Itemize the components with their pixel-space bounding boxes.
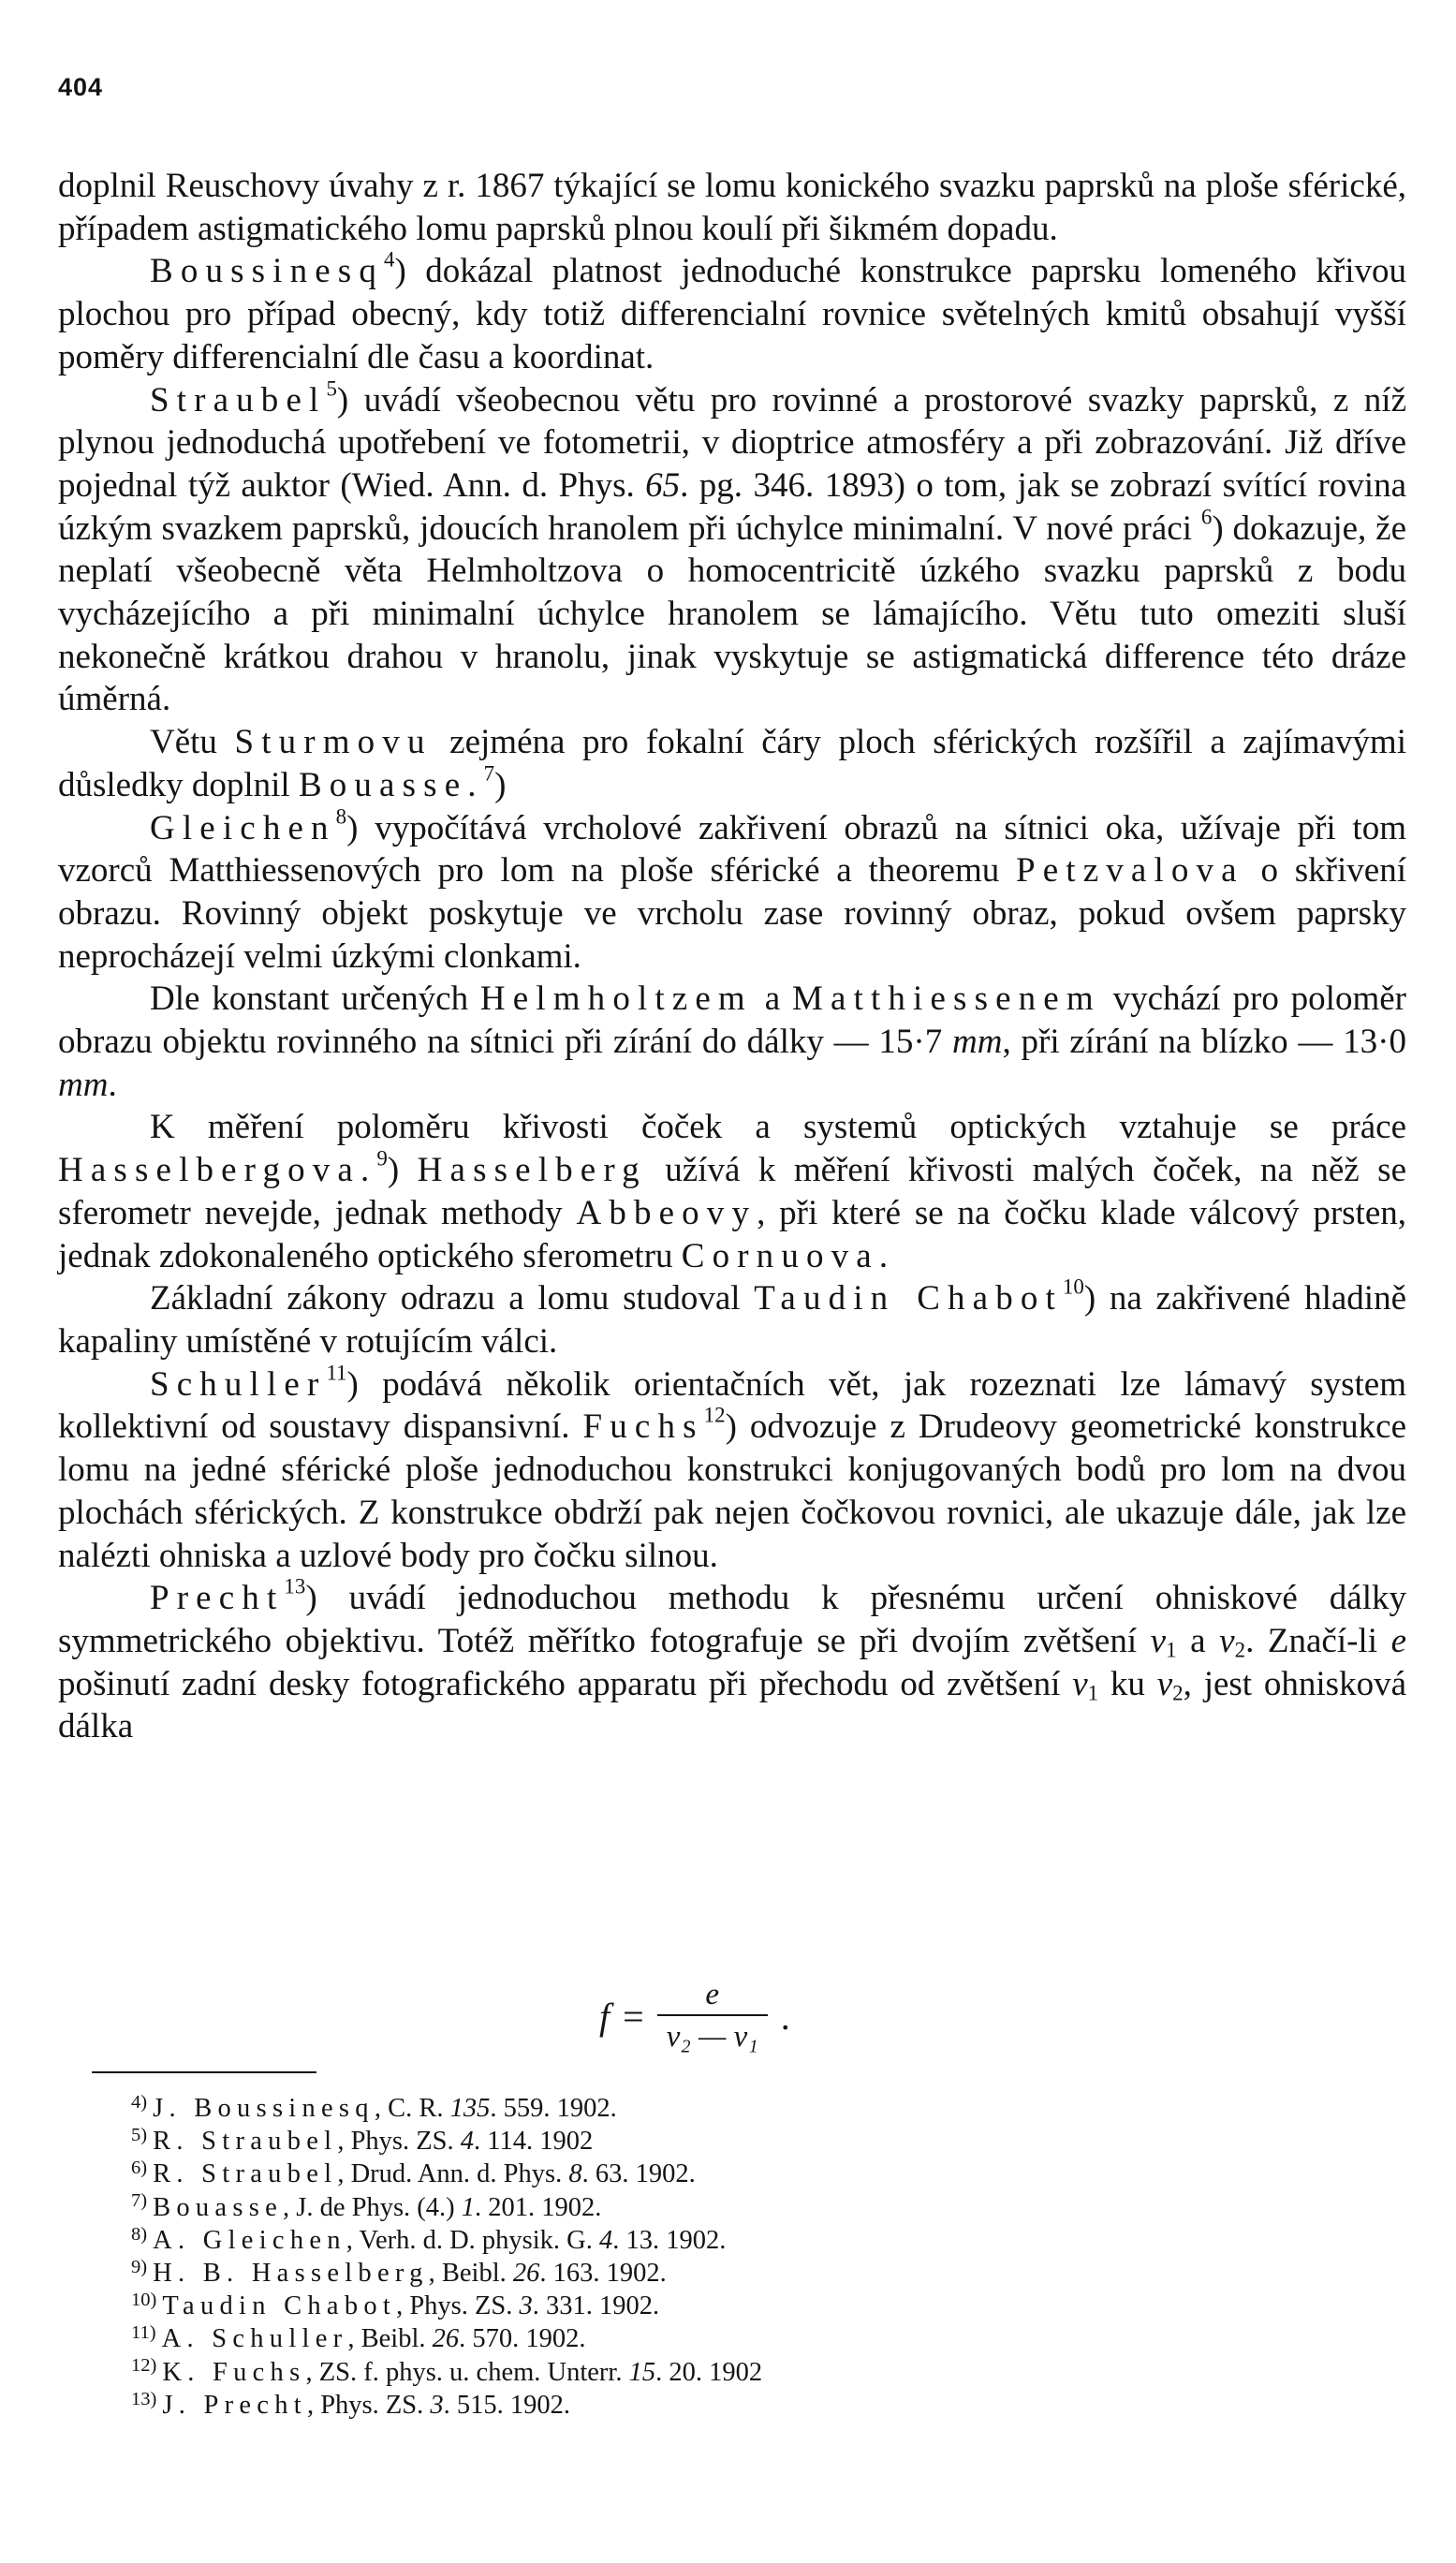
paragraph-text: doplnil Reuschovy úvahy z r. 1867 týkající se lomu konického svazku paprsků na ploše sférické, případem astigmatického lomu paprsků plnou koulí při šikmém dopadu. [58,167,1406,248]
footnote-paren: ) [150,2388,157,2409]
footnote-mark: 6 [131,2158,141,2179]
footnote-paren: ) [140,2190,148,2212]
paragraph-text: ) vypočítává vrcholové zakřivení obrazů na sítnici oka, užívaje při tom vzorců Matthiessenových pro lom na ploše sférické a theoremu [58,808,1406,891]
footnote-paren: ) [150,2290,157,2310]
footnote-paren: ) [140,2091,148,2113]
footnote-divider [92,2071,316,2073]
footnote-source: , Verh. d. D. physik. G. [346,2225,600,2255]
paragraph-text: a [752,980,792,1019]
paragraph-text: pošinutí zadní desky fotografického apparatu při přechodu od zvětšení [58,1664,1073,1703]
paragraph-1 [58,165,1406,250]
footnote-volume: 26 [432,2324,460,2354]
footnote-rest: . 163. 1902. [539,2259,667,2289]
paragraph-8 [58,1274,1406,1363]
footnote-ref: 4 [383,247,395,272]
footnote-mark: 9 [131,2256,141,2277]
paragraph-text: ) podává několik orientačních vět, jak rozeznati lze lámavý system kollektivní od soustavy dispansivní. [58,1364,1406,1447]
footnote-rest: . 20. 1902 [655,2357,763,2387]
footnote-author: H. B. Hasselberg [153,2259,429,2289]
footnote-rest: . 515. 1902. [443,2390,571,2420]
paragraph-text: , při zírání na blízko — 13·0 [1002,1023,1406,1062]
paragraph-9 [58,1363,1406,1578]
paragraph-text: užívá k měření křivosti malých čoček, na něž se sferometr nevejde, jednak methody [58,1151,1407,1232]
math-subscript: 2 [1172,1681,1184,1705]
math-variable: v [1219,1621,1235,1660]
footnote-ref: 12 [703,1403,726,1427]
paragraph-text: ) dokazuje, že neplatí všeobecně věta Helmholtzova o homocentricitě úzkého svazku paprsků z bodu vycházejícího a při minimalní úchylce hranolem se lámajícího. Větu tuto omeziti sluší nekonečně krátkou drahou v hranolu, jinak vyskytuje se astigmatická difference této dráze úměrná. [58,508,1407,719]
author-name: Straubel [150,380,327,420]
footnote-author: Bouasse [153,2192,283,2222]
footnote-source: , Phys. ZS. [306,2390,431,2420]
author-name: Helmholtzem [479,980,753,1019]
paragraph-text: . pg. 346. 1893) o tom, jak se zobrazí svítící rovina úzkým svazkem paprsků, jdoucích hranolem při úchylce minimalní. V nové práci [58,465,1406,548]
author-name: Hasselberg [417,1151,647,1190]
footnote-source: , C. R. [374,2094,450,2123]
footnote-mark: 5 [131,2124,141,2145]
footnote-rest: . 63. 1902. [581,2159,696,2189]
paragraph-text: a [1176,1621,1220,1660]
author-name: Sturmovu [234,723,433,762]
footnote-ref: 5 [326,376,337,400]
footnote-source: , Beibl. [428,2259,513,2289]
paragraph-text: , při které se na čočku klade válcový prsten, jednak zdokonaleného optického sferometru [58,1193,1406,1275]
footnote-mark: 10 [131,2290,151,2310]
footnote-paren: ) [140,2256,148,2277]
footnote-source: , Phys. ZS. [337,2127,461,2157]
footnote-source: , Beibl. [347,2324,433,2354]
footnote [131,2356,1161,2389]
paragraph-text: Dle konstant určených [150,980,480,1019]
author-name: Precht [150,1579,285,1618]
paragraph-7 [58,1106,1406,1277]
footnote-volume: 26 [512,2259,540,2289]
footnote-ref: 11 [326,1361,347,1385]
author-name: Taudin Chabot [754,1279,1063,1318]
paragraph-text: . Značí-li [1245,1621,1391,1660]
paragraph-text: . [108,1065,117,1104]
footnote-rest: . 201. 1902. [475,2192,602,2222]
paragraph-6 [58,978,1406,1106]
author-name: Fuchs [582,1407,704,1447]
author-name: Matthiessenem [791,980,1101,1019]
footnote-mark: 4 [131,2091,141,2113]
math-subscript: 1 [1166,1638,1177,1662]
footnote [131,2125,1161,2158]
unit: mm [58,1065,109,1104]
author-name: Petzvalova [1016,851,1244,891]
footnote-paren: ) [140,2158,148,2179]
footnote-author: J. Precht [162,2390,307,2420]
footnote [131,2224,1161,2257]
volume-number: 65 [645,465,681,505]
paragraph-text: Větu [150,723,235,762]
footnote-ref: 7 [483,761,495,786]
footnote-mark: 8 [131,2223,141,2245]
footnote [131,2389,1161,2422]
footnote-volume: 1 [461,2192,476,2222]
author-name: Gleichen [150,808,336,847]
paragraph-text: o skřivení obrazu. Rovinný objekt poskytuje ve vrcholu zase rovinný obraz, pokud ovšem paprsky neprocházejí velmi úzkými clonkami. [58,851,1406,976]
paragraph-text: zejména pro fokalní čáry ploch sférických rozšířil a zajímavými důsledky doplnil [58,723,1406,804]
paragraph-text: ) odvozuje z Drudeovy geometrické konstrukce lomu na jedné sférické ploše jednoduchou konstrukci konjugovaných bodů pro lom na dvou plochách sférických. Z konstrukce obdrží pak nejen čočkovou rovnici, ale ukazuje dále, jak lze nalézti ohniska a uzlové body pro čočku silnou. [58,1407,1406,1575]
footnote-ref: 13 [284,1574,306,1598]
footnote-rest: . 114. 1902 [474,2127,594,2157]
footnote-author: Taudin Chabot [162,2291,397,2321]
footnote-rest: . 570. 1902. [459,2324,586,2354]
paragraph-text: ) [494,765,507,804]
footnote-paren: ) [140,2223,148,2245]
paragraph-10 [58,1574,1407,1748]
footnote-volume: 135 [449,2094,491,2123]
paragraph-4 [58,721,1406,806]
paragraph-text: ) na zakřivené hladině kapaliny umístěné v rotujícím válci. [58,1279,1406,1361]
formula-equals: = [623,1995,644,2038]
paragraph-text: , jest ohnisková dálka [58,1664,1407,1746]
footnote-mark: 13 [131,2388,151,2409]
footnote-rest: . 559. 1902. [490,2094,617,2123]
paragraph-2 [58,247,1406,378]
paragraph-text: K měření poloměru křivosti čoček a systemů optických vztahuje se práce [150,1108,1406,1147]
footnote [131,2191,1161,2224]
math-variable: e [1390,1621,1406,1660]
formula-fraction [657,1978,768,2055]
formula-lhs: f [599,1995,610,2038]
footnote-rest: . 13. 1902. [612,2225,727,2255]
math-variable: v [1150,1621,1167,1660]
formula-period: . [780,1995,790,2038]
footnote-ref: 6 [1200,505,1213,529]
footnote-volume: 3 [519,2291,533,2321]
paragraph-5 [58,804,1406,979]
footnote-ref: 9 [376,1146,388,1171]
footnote-author: R. Straubel [153,2127,338,2157]
author-name: Schuller [150,1364,327,1404]
footnote-source: , Phys. ZS. [396,2291,520,2321]
paragraph-text: ku [1098,1664,1157,1703]
paragraph-text: Základní zákony odrazu a lomu studoval [150,1279,755,1318]
body-text [58,165,1406,1748]
footnote-paren: ) [150,2355,157,2377]
author-name: Hasselbergova. [58,1151,377,1190]
footnote-paren: ) [140,2124,148,2145]
paragraph-text: . [878,1236,889,1275]
footnote-mark: 7 [131,2190,141,2212]
footnote-author: A. Gleichen [153,2225,346,2255]
footnote-volume: 4 [599,2225,613,2255]
footnote-paren: ) [149,2322,156,2344]
author-name: Boussinesq [150,252,384,291]
footnote-volume: 3 [430,2390,444,2420]
author-name: Abbeovy [576,1193,757,1232]
footnote-source: , Drud. Ann. d. Phys. [337,2159,569,2189]
paragraph-text: ) dokázal platnost jednoduché konstrukce paprsku lomeného křivou plochou pro případ obecný, kdy totiž differencialní rovnice světelných kmitů obsahují vyšší poměry differencialní dle času a koordinat. [58,252,1406,376]
footnote-author: J. Boussinesq [153,2094,375,2123]
footnote-volume: 15 [628,2357,656,2387]
footnote-ref: 8 [335,804,347,829]
author-name: Bouasse. [298,765,484,804]
footnotes [131,2092,1161,2422]
footnote-ref: 10 [1062,1274,1084,1299]
paragraph-text: ) uvádí všeobecnou větu pro rovinné a prostorové svazky paprsků, z níž plynou jednoduchá upotřebení ve fotometrii, v dioptrice atmosféry a při zobrazování. Již dříve pojednal týž auktor (Wied. Ann. d. Phys. [58,380,1406,505]
math-variable: v [1072,1664,1088,1703]
footnote-source: , J. de Phys. (4.) [283,2192,462,2222]
formula-denominator: v₂ — v₁ [657,2014,768,2055]
footnote [131,2322,1161,2355]
footnote-volume: 8 [568,2159,582,2189]
math-subscript: 1 [1087,1681,1099,1705]
paragraph-text: vychází pro poloměr obrazu objektu rovinného na sítnici při zírání do dálky — 15·7 [58,980,1406,1062]
page-number: 404 [58,73,104,101]
unit: mm [952,1023,1003,1062]
math-subscript: 2 [1234,1638,1246,1662]
footnote [131,2257,1161,2290]
formula-numerator: e [705,1978,720,2011]
focal-length-formula [599,1978,790,2055]
footnote [131,2158,1161,2190]
footnote-mark: 12 [131,2355,151,2377]
footnote-volume: 4 [460,2127,475,2157]
paragraph-text: ) [387,1151,418,1190]
footnote [131,2092,1161,2125]
paragraph-3 [58,376,1407,722]
footnote-mark: 11 [131,2322,150,2344]
paragraph-text: ) uvádí jednoduchou methodu k přesnému určení ohniskové dálky symmetrického objektivu. Totéž měřítko fotografuje se při dvojím zvětšení [58,1579,1406,1660]
footnote-source: , ZS. f. phys. u. chem. Unterr. [305,2357,629,2387]
footnote-author: R. Straubel [153,2159,338,2189]
math-variable: v [1156,1664,1173,1703]
author-name: Cornuova [681,1236,879,1275]
footnote-author: K. Fuchs [162,2357,306,2387]
footnote [131,2290,1161,2322]
footnote-author: A. Schuller [161,2324,348,2354]
footnote-rest: . 331. 1902. [532,2291,660,2321]
